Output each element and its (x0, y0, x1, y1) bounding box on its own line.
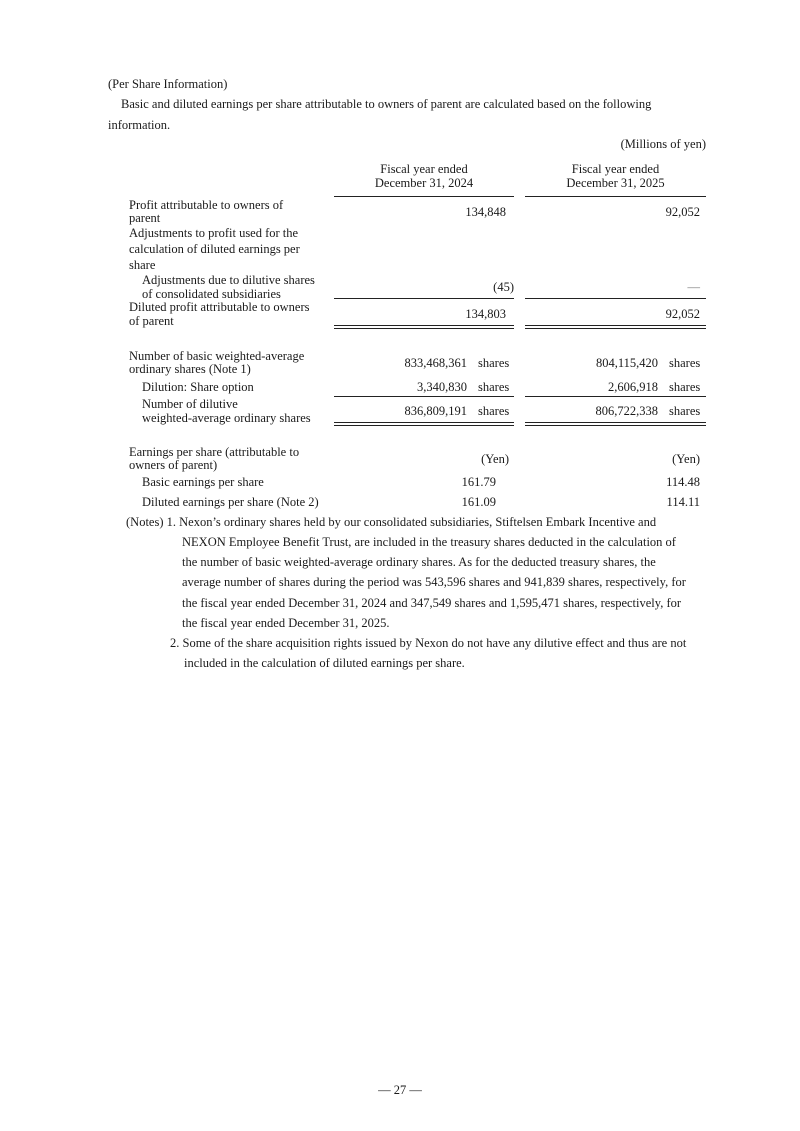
basic-shares-2025-unit: shares (669, 356, 701, 370)
note-2-line1: 2. Some of the share acquisition rights issued by Nexon do not have any dilutive effect and thus are not (170, 636, 687, 650)
basic-eps-2024: 161.79 (461, 475, 496, 489)
header-rule-2025 (525, 196, 706, 197)
basic-eps-label: Basic earnings per share (142, 475, 264, 489)
dilution-rule-2025 (525, 396, 706, 397)
diluted-profit-label-l2: of parent (129, 314, 174, 328)
basic-shares-label-l2: ordinary shares (Note 1) (129, 362, 251, 376)
dilutive-shares-2024: 836,809,191 (404, 404, 467, 418)
dilutive-shares-label-l1: Number of dilutive (142, 397, 238, 411)
dilution-label: Dilution: Share option (142, 380, 254, 394)
note-1-line4: average number of shares during the period was 543,596 shares and 941,839 shares, respectively, for (182, 575, 686, 589)
diluted-profit-label-l1: Diluted profit attributable to owners (129, 300, 310, 314)
diluted-eps-2024: 161.09 (461, 495, 496, 509)
dilution-rule-2024 (334, 396, 514, 397)
diluted-profit-2025: 92,052 (665, 307, 700, 321)
profit-2024: 134,848 (465, 205, 506, 219)
dilution-2024-unit: shares (478, 380, 510, 394)
note-1-line1: (Notes) 1. Nexon’s ordinary shares held by our consolidated subsidiaries, Stiftelsen Embark Incentive and (126, 515, 657, 529)
basic-shares-2024: 833,468,361 (404, 356, 467, 370)
page-number: — 27 — (378, 1083, 422, 1097)
col-header-2025-l1: Fiscal year ended (571, 162, 660, 176)
diluted-eps-label: Diluted earnings per share (Note 2) (142, 495, 319, 509)
profit-label-l2: parent (129, 211, 161, 225)
col-header-2025-l2: December 31, 2025 (566, 176, 665, 190)
adjustments-label-l1: Adjustments to profit used for the (129, 226, 299, 240)
total-rule-2024 (334, 325, 514, 329)
eps-unit-2025: (Yen) (672, 452, 700, 466)
eps-label-l2: owners of parent) (129, 458, 218, 472)
dilution-2025-unit: shares (669, 380, 701, 394)
basic-shares-label-l1: Number of basic weighted-average (129, 349, 305, 363)
basic-shares-2025: 804,115,420 (595, 356, 658, 370)
header-rule-2024 (334, 196, 514, 197)
dilution-2025: 2,606,918 (608, 380, 658, 394)
adjustments-label-l3: share (129, 258, 156, 272)
profit-2025: 92,052 (665, 205, 700, 219)
unit-label: (Millions of yen) (620, 137, 706, 151)
eps-unit-2024: (Yen) (481, 452, 509, 466)
profit-label-l1: Profit attributable to owners of (129, 198, 284, 212)
note-1-line6: the fiscal year ended December 31, 2025. (182, 616, 390, 630)
shares-total-rule-2025 (525, 422, 706, 426)
dilutive-shares-2024-unit: shares (478, 404, 510, 418)
col-header-2024-l2: December 31, 2024 (374, 176, 474, 190)
diluted-profit-2024: 134,803 (465, 307, 506, 321)
shares-total-rule-2024 (334, 422, 514, 426)
intro-text-line2: information. (108, 118, 171, 132)
section-title: (Per Share Information) (108, 77, 228, 91)
adj-sub-label-l1: Adjustments due to dilutive shares (142, 273, 315, 287)
dilutive-shares-label-l2: weighted-average ordinary shares (142, 411, 311, 425)
dilutive-shares-2025-unit: shares (669, 404, 701, 418)
note-1-line3: the number of basic weighted-average ordinary shares. As for the deducted treasury shares, the (182, 555, 656, 569)
adj-rule-2025 (525, 298, 706, 299)
intro-text-line1: Basic and diluted earnings per share attributable to owners of parent are calculated based on the following (121, 97, 652, 111)
adjustments-label-l2: calculation of diluted earnings per (129, 242, 300, 256)
adj-sub-2025: — (687, 280, 700, 294)
basic-shares-2024-unit: shares (478, 356, 510, 370)
adj-sub-2024: (45) (493, 280, 514, 294)
adj-rule-2024 (334, 298, 514, 299)
col-header-2024-l1: Fiscal year ended (380, 162, 468, 176)
note-1-line2: NEXON Employee Benefit Trust, are included in the treasury shares deducted in the calculation of (182, 535, 676, 549)
note-2-line2: included in the calculation of diluted earnings per share. (184, 656, 465, 670)
diluted-eps-2025: 114.11 (666, 495, 700, 509)
adj-sub-label-l2: of consolidated subsidiaries (142, 287, 281, 301)
note-1-line5: the fiscal year ended December 31, 2024 and 347,549 shares and 1,595,471 shares, respectively, for (182, 596, 682, 610)
basic-eps-2025: 114.48 (666, 475, 700, 489)
dilution-2024: 3,340,830 (417, 380, 467, 394)
total-rule-2025 (525, 325, 706, 329)
dilutive-shares-2025: 806,722,338 (595, 404, 658, 418)
eps-label-l1: Earnings per share (attributable to (129, 445, 300, 459)
